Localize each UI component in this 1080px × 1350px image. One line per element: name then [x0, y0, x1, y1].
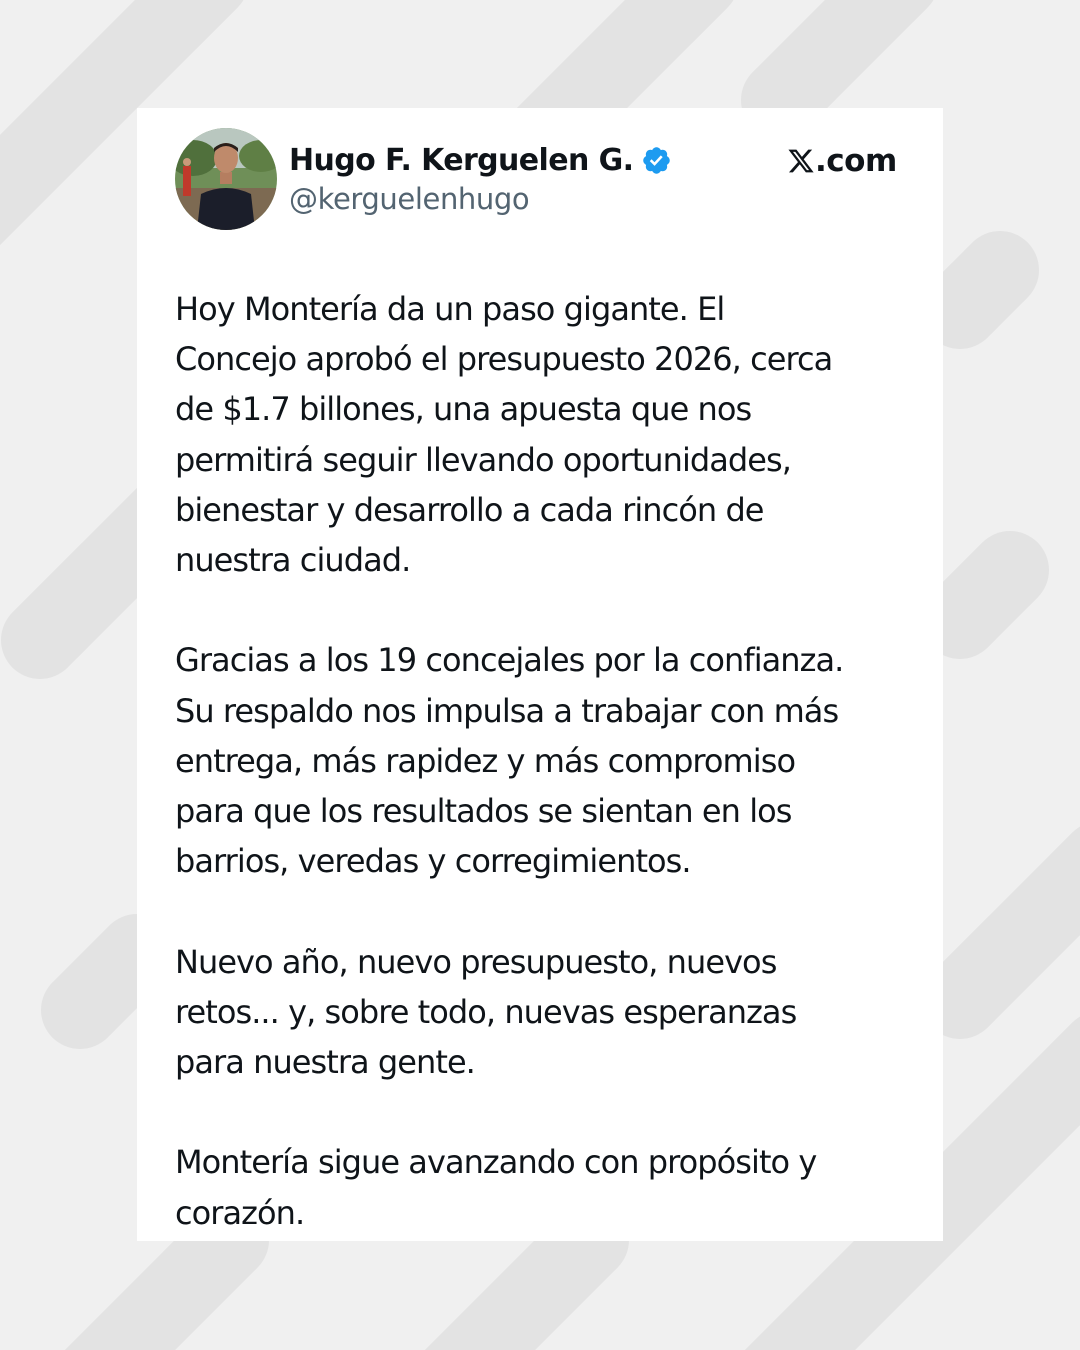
brand-domain: .com	[815, 143, 897, 179]
tweet-paragraph: Nuevo año, nuevo presupuesto, nuevos retos... y, sobre todo, nuevas esperanzas para nuestra gente.	[175, 942, 797, 1082]
tweet-paragraph: Montería sigue avanzando con propósito y corazón.	[175, 1143, 817, 1232]
profile-photo	[175, 128, 277, 230]
tweet-paragraph: Hoy Montería da un paso gigante. El Concejo aprobó el presupuesto 2026, cerca de $1.7 billones, una apuesta que nos permitirá seguir llevando oportunidades, bienestar y desarrollo a cada rincón de nuestra ciudad.	[175, 290, 833, 580]
tweet-text	[175, 284, 935, 1238]
user-handle[interactable]: @kerguelenhugo	[289, 182, 530, 216]
display-name-row	[289, 138, 672, 182]
verified-badge-icon	[641, 145, 672, 176]
display-name[interactable]: Hugo F. Kerguelen G.	[289, 142, 634, 178]
tweet-card	[137, 108, 943, 1241]
tweet-paragraph: Gracias a los 19 concejales por la confianza. Su respaldo nos impulsa a trabajar con más entrega, más rapidez y más compromiso para que los resultados se sientan en los barrios, veredas y corregimientos.	[175, 641, 844, 881]
x-brand	[787, 140, 897, 182]
x-logo-icon	[787, 147, 815, 175]
avatar[interactable]	[175, 128, 277, 230]
